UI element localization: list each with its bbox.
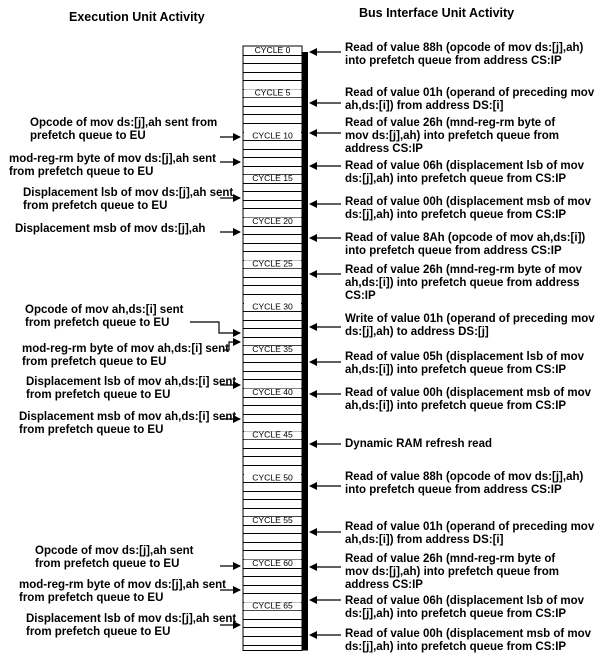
cycle-label: CYCLE 65 [252, 600, 293, 611]
eu-arrow [190, 322, 240, 333]
cycle-label: CYCLE 60 [252, 557, 293, 568]
biu-event: Read of value 00h (displacement msb of mov ds:[j],ah) into prefetch queue from CS:IP [345, 628, 592, 653]
eu-event: Displacement msb of mov ds:[j],ah [15, 223, 206, 235]
cycle-label: CYCLE 0 [254, 44, 291, 55]
biu-event: Read of value 06h (displacement lsb of mov ds:[j],ah) into prefetch queue from CS:IP [345, 160, 585, 185]
bar-shadow [302, 52, 308, 651]
eu-event: mod-reg-rm byte of mov ah,ds:[i] sent from prefetch queue to EU [22, 343, 230, 368]
eu-event: Opcode of mov ds:[j],ah sent from prefetch queue to EU [35, 545, 194, 570]
eu-event: mod-reg-rm byte of mov ds:[j],ah sent from prefetch queue to EU [9, 153, 217, 178]
execution-unit-header: Execution Unit Activity [69, 10, 205, 24]
biu-event: Write of value 01h (operand of preceding mov ds:[j],ah) to address DS:[j] [345, 313, 595, 338]
eu-event: Displacement lsb of mov ds:[j],ah sent from prefetch queue to EU [23, 187, 234, 212]
eu-event: Opcode of mov ah,ds:[i] sent from prefetch queue to EU [25, 304, 184, 329]
biu-event: Read of value 26h (mnd-reg-rm byte of mov ds:[j],ah) into prefetch queue from address CS:IP [345, 117, 560, 155]
eu-event: Displacement lsb of mov ds:[j],ah sent from prefetch queue to EU [26, 613, 237, 638]
cycle-label: CYCLE 45 [252, 429, 293, 440]
cycle-label: CYCLE 15 [252, 173, 293, 184]
biu-event: Read of value 26h (mnd-reg-rm byte of mov ah,ds:[i]) into prefetch queue from address CS:IP [345, 264, 583, 302]
eu-event: Displacement msb of mov ah,ds:[i] sent from prefetch queue to EU [19, 411, 237, 436]
cycle-label: CYCLE 55 [252, 515, 293, 526]
biu-event: Read of value 01h (operand of preceding mov ah,ds:[i]) from address DS:[i] [345, 521, 595, 546]
cycle-label: CYCLE 20 [252, 215, 293, 226]
biu-event: Read of value 00h (displacement msb of mov ds:[j],ah) into prefetch queue from CS:IP [345, 196, 592, 221]
cycle-label: CYCLE 25 [252, 258, 293, 269]
biu-event: Read of value 01h (operand of preceding mov ah,ds:[i]) from address DS:[i] [345, 87, 595, 112]
biu-event: Read of value 00h (displacement msb of mov ah,ds:[i]) into prefetch queue from CS:IP [345, 387, 592, 412]
biu-event: Read of value 88h (opcode of mov ds:[j],ah) into prefetch queue from address CS:IP [345, 471, 584, 496]
cycle-label: CYCLE 35 [252, 344, 293, 355]
bus-interface-unit-header: Bus Interface Unit Activity [359, 6, 515, 20]
biu-event: Read of value 88h (opcode of mov ds:[j],ah) into prefetch queue from address CS:IP [345, 42, 584, 67]
eu-event: Opcode of mov ds:[j],ah sent from prefetch queue to EU [30, 117, 218, 142]
cycle-label: CYCLE 50 [252, 472, 293, 483]
eu-event: mod-reg-rm byte of mov ds:[j],ah sent from prefetch queue to EU [19, 579, 227, 604]
biu-event: Read of value 8Ah (opcode of mov ah,ds:[i]) into prefetch queue from address CS:IP [345, 232, 586, 257]
biu-event: Read of value 05h (displacement lsb of mov ah,ds:[i]) into prefetch queue from CS:IP [345, 351, 585, 376]
cycle-label: CYCLE 10 [252, 130, 293, 141]
cycle-label: CYCLE 40 [252, 386, 293, 397]
eu-event: Displacement lsb of mov ah,ds:[i] sent from prefetch queue to EU [26, 376, 237, 401]
cycle-label: CYCLE 30 [252, 301, 293, 312]
biu-event: Dynamic RAM refresh read [345, 438, 492, 450]
biu-event: Read of value 06h (displacement lsb of mov ds:[j],ah) into prefetch queue from CS:IP [345, 595, 585, 620]
biu-event: Read of value 26h (mnd-reg-rm byte of mov ds:[j],ah) into prefetch queue from address CS:IP [345, 553, 560, 591]
cycle-label: CYCLE 5 [254, 87, 291, 98]
